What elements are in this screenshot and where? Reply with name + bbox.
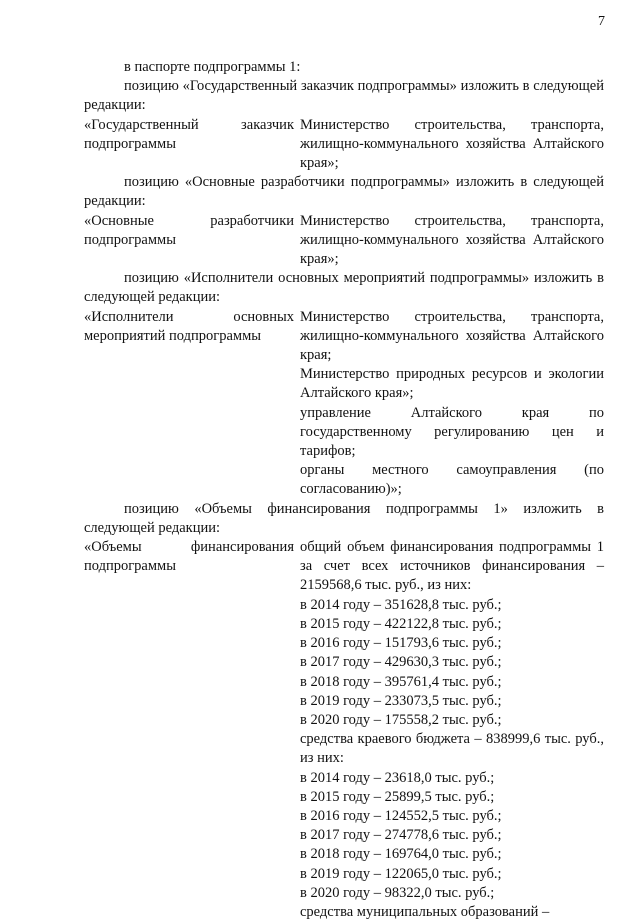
financing-year: в 2016 году – 151793,6 тыс. руб.;	[300, 635, 502, 652]
financing-municipal: средства муниципальных образований –	[300, 903, 550, 920]
executor-item: Министерство строительства, транспорта, жилищно-коммунального хозяйства Алтайского края;	[300, 308, 604, 364]
row-customer-value: Министерство строительства, транспорта, жилищно-коммунального хозяйства Алтайского края»;	[300, 116, 604, 172]
page-number: 7	[598, 14, 605, 29]
executor-item: органы местного самоуправления (по согласованию)»;	[300, 462, 604, 498]
regional-year: в 2018 году – 169764,0 тыс. руб.;	[300, 846, 502, 863]
regional-year: в 2017 году – 274778,6 тыс. руб.;	[300, 827, 502, 844]
financing-regional: средства краевого бюджета – 838999,6 тыс. руб., из них:	[300, 731, 604, 767]
financing-year: в 2020 году – 175558,2 тыс. руб.;	[300, 711, 502, 728]
regional-year: в 2016 году – 124552,5 тыс. руб.;	[300, 807, 502, 824]
row-financing-label: «Объемы финансирования подпрограммы	[84, 539, 294, 575]
regional-year: в 2014 году – 23618,0 тыс. руб.;	[300, 769, 495, 786]
paragraph-financing-instruction: позицию «Объемы финансирования подпрограммы 1» изложить в следующей редакции:	[84, 500, 604, 536]
row-customer	[84, 116, 604, 174]
row-executors-values	[300, 308, 604, 500]
paragraph-executors-instruction: позицию «Исполнители основных мероприятий подпрограммы» изложить в следующей редакции:	[84, 270, 604, 306]
paragraph-developers-instruction: позицию «Основные разработчики подпрограммы» изложить в следующей редакции:	[84, 174, 604, 210]
regional-year: в 2015 году – 25899,5 тыс. руб.;	[300, 788, 495, 805]
row-customer-label: «Государственный заказчик подпрограммы	[84, 116, 294, 152]
row-executors	[84, 308, 604, 500]
row-developers-label: «Основные разработчики подпрограммы	[84, 212, 294, 248]
row-financing-values	[300, 538, 604, 922]
financing-year: в 2017 году – 429630,3 тыс. руб.;	[300, 654, 502, 671]
paragraph-customer-instruction: позицию «Государственный заказчик подпрограммы» изложить в следующей редакции:	[84, 78, 604, 114]
row-developers	[84, 212, 604, 270]
regional-year: в 2019 году – 122065,0 тыс. руб.;	[300, 865, 502, 882]
executor-item: Министерство природных ресурсов и экологии Алтайского края»;	[300, 366, 604, 402]
row-executors-label: «Исполнители основных мероприятий подпрограммы	[84, 308, 294, 344]
financing-year: в 2014 году – 351628,8 тыс. руб.;	[300, 596, 502, 613]
paragraph-intro: в паспорте подпрограммы 1:	[124, 59, 301, 75]
financing-year: в 2019 году – 233073,5 тыс. руб.;	[300, 692, 502, 709]
financing-year: в 2018 году – 395761,4 тыс. руб.;	[300, 673, 502, 690]
executor-item: управление Алтайского края по государственному регулированию цен и тарифов;	[300, 404, 604, 460]
financing-total: общий объем финансирования подпрограммы 1 за счет всех источников финансирования – 2159568,6 тыс. руб., из них:	[300, 539, 604, 594]
document-body	[84, 58, 604, 922]
regional-year: в 2020 году – 98322,0 тыс. руб.;	[300, 884, 495, 901]
financing-year: в 2015 году – 422122,8 тыс. руб.;	[300, 615, 502, 632]
row-developers-value: Министерство строительства, транспорта, жилищно-коммунального хозяйства Алтайского края»;	[300, 212, 604, 268]
row-financing	[84, 538, 604, 922]
